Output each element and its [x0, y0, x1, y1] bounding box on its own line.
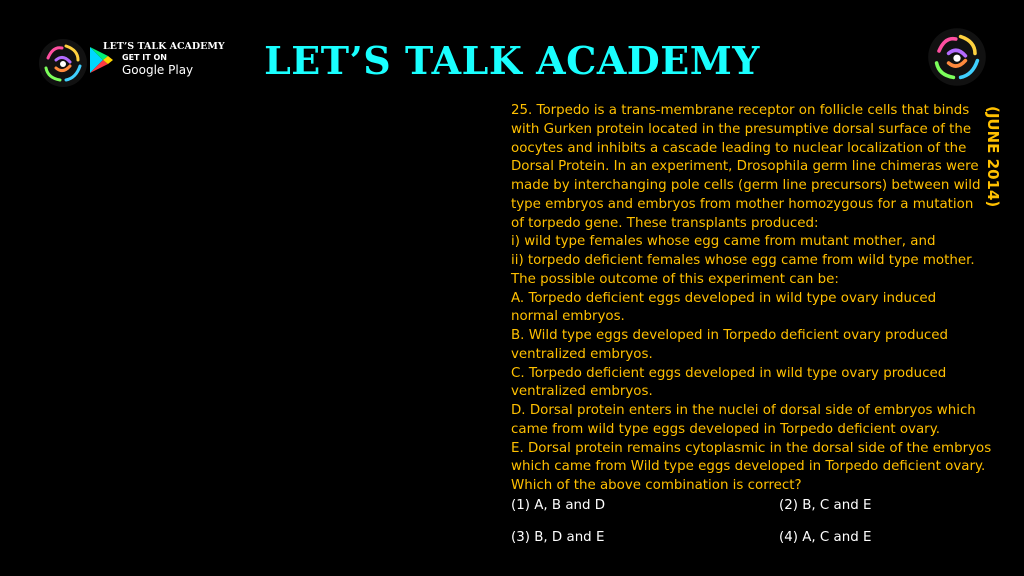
question-line: i) wild type females whose egg came from mutant mother, and: [511, 234, 936, 250]
option-3[interactable]: (3) B, D and E: [511, 530, 605, 545]
page-title: LET’S TALK ACADEMY: [264, 38, 760, 83]
badge-google-play[interactable]: Google Play: [122, 63, 194, 77]
question-line: oocytes and inhibits a cascade leading to nuclear localization of the: [511, 140, 967, 156]
question-line: which came from Wild type eggs developed in Torpedo deficient ovary.: [511, 459, 986, 475]
badge-academy-title: LET’S TALK ACADEMY: [103, 41, 225, 52]
option-4[interactable]: (4) A, C and E: [779, 530, 872, 545]
question-line: 25. Torpedo is a trans-membrane receptor on follicle cells that binds: [511, 103, 970, 118]
question-text: [511, 102, 991, 496]
exam-tag: (JUNE 2014): [984, 106, 1002, 208]
academy-logo-icon-right: [927, 27, 987, 87]
question-line: with Gurken protein located in the presumptive dorsal surface of the: [511, 121, 972, 137]
question-line: The possible outcome of this experiment can be:: [511, 271, 839, 287]
question-line: C. Torpedo deficient eggs developed in wild type ovary produced: [511, 365, 947, 381]
question-line: Dorsal Protein. In an experiment, Drosophila germ line chimeras were: [511, 159, 979, 175]
question-line: type embryos and embryos from mother homozygous for a mutation: [511, 196, 974, 212]
badge-get-it-on[interactable]: GET IT ON: [122, 53, 167, 62]
question-line: came from wild type eggs developed in Torpedo deficient ovary.: [511, 421, 940, 437]
option-1[interactable]: (1) A, B and D: [511, 498, 606, 513]
question-line: Which of the above combination is correct?: [511, 478, 802, 493]
question-line: ventralized embryos.: [511, 384, 653, 400]
question-line: of torpedo gene. These transplants produced:: [511, 215, 819, 231]
question-line: E. Dorsal protein remains cytoplasmic in the dorsal side of the embryos: [511, 440, 992, 456]
question-line: A. Torpedo deficient eggs developed in wild type ovary induced: [511, 290, 937, 306]
question-line: ventralized embryos.: [511, 346, 653, 362]
question-line: made by interchanging pole cells (germ line precursors) between wild: [511, 178, 981, 193]
question-line: B. Wild type eggs developed in Torpedo deficient ovary produced: [511, 328, 949, 343]
question-line: D. Dorsal protein enters in the nuclei of dorsal side of embryos which: [511, 403, 976, 418]
question-line: normal embryos.: [511, 309, 625, 325]
option-2[interactable]: (2) B, C and E: [779, 498, 872, 513]
question-line: ii) torpedo deficient females whose egg came from wild type mother.: [511, 253, 975, 268]
